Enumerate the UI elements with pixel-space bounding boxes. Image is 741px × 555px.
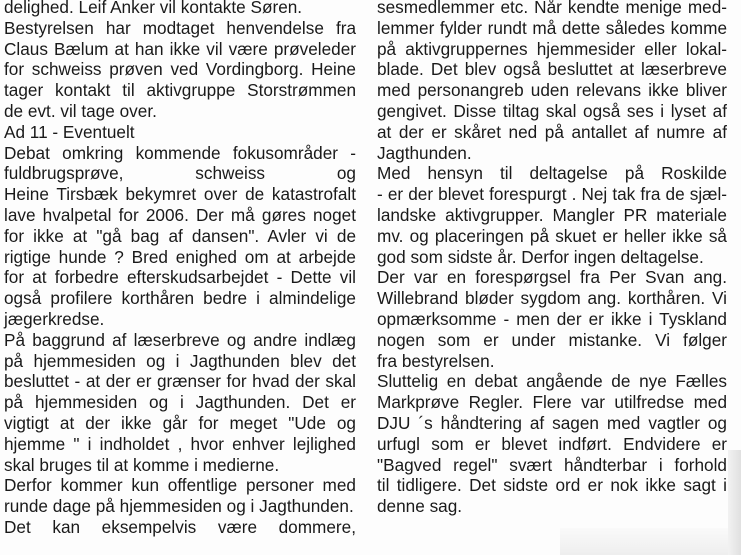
- text-line: landske aktivgrupper. Mangler PR materiale: [377, 204, 727, 225]
- text-line: Markprøve Regler. Flere var utilfredse med: [377, 392, 727, 413]
- text-line: runde dage på hjemmesiden og i Jagthunden.: [4, 496, 354, 517]
- text-line: lave hvalpetal for 2006. Der må gøres noget: [4, 204, 356, 225]
- text-line: nogen som er under mistanke. Vi følger: [377, 329, 727, 350]
- text-line: mv. og placeringen på skuet er heller ikke så: [377, 225, 727, 246]
- text-line: Bestyrelsen har modtaget henvendelse fra: [4, 17, 356, 38]
- text-line: for ikke at "gå bag af dansen". Avler vi de: [4, 225, 356, 246]
- text-line: Det kan eksempelvis være dommere,: [4, 516, 356, 537]
- text-line: Med hensyn til deltagelse på Roskilde: [377, 163, 727, 184]
- text-line: Willebrand bløder sygdom ang. korthåren. Vi: [377, 288, 727, 309]
- right-text-column: [377, 0, 727, 517]
- text-line: på aktivgruppernes hjemmesider eller lokal-: [377, 38, 727, 59]
- text-line: Claus Bælum at han ikke vil være prøveleder: [4, 38, 356, 59]
- text-line: fra bestyrelsen.: [377, 350, 495, 371]
- text-line: Jagthunden.: [377, 142, 472, 163]
- text-line: Ad 11 - Eventuelt: [4, 121, 135, 142]
- text-line: jægerkredse.: [4, 308, 105, 329]
- text-line: til tidligere. Det sidste ord er nok ikke sagt i: [377, 475, 727, 496]
- text-line: Sluttelig en debat angående de nye Fælles: [377, 371, 727, 392]
- text-line: tager kontakt til aktivgruppe Storstrømmen: [4, 80, 356, 101]
- page-edge-shadow: [728, 450, 741, 555]
- bleed-through-area: [560, 528, 728, 555]
- text-line: med personangreb uden relevans ikke bliver: [377, 80, 727, 101]
- text-line: "Bagved regel" svært håndterbar i forhold: [377, 454, 727, 475]
- text-line: at der er skåret ned på antallet af numre af: [377, 121, 727, 142]
- text-line: På baggrund af læserbreve og andre indlæg: [4, 329, 356, 350]
- text-line: for at forbedre efterskudsarbejdet - Dette vil: [4, 267, 356, 288]
- text-line: besluttet - at der er grænser for hvad der skal: [4, 371, 356, 392]
- text-line: Heine Tirsbæk bekymret over de katastrofalt: [4, 184, 356, 205]
- text-line: blade. Det blev også besluttet at læserbreve: [377, 59, 727, 80]
- text-line: også profilere korthåren bedre i almindelige: [4, 288, 356, 309]
- text-line: for schweiss prøven ved Vordingborg. Heine: [4, 59, 356, 80]
- text-line: lemmer fylder rundt må dette således komme: [377, 17, 727, 38]
- text-line: sesmedlemmer etc. Når kendte menige med-: [377, 0, 727, 17]
- text-line: vigtigt at der ikke går for meget "Ude og: [4, 412, 356, 433]
- text-line: rigtige hunde ? Bred enighed om at arbejde: [4, 246, 356, 267]
- text-line: på hjemmesiden og i Jagthunden blev det: [4, 350, 356, 371]
- text-line: god som sidste år. Derfor ingen deltagelse.: [377, 246, 704, 267]
- text-line: de evt. vil tage over.: [4, 100, 157, 121]
- left-text-column: [4, 0, 356, 538]
- text-line: denne sag.: [377, 496, 463, 517]
- text-line: DJU ´s håndtering af sagen med vagtler og: [377, 412, 727, 433]
- text-line: hjemme " i indholdet , hvor enhver lejlighed: [4, 433, 356, 454]
- text-line: - er der blevet forespurgt . Nej tak fra de sjæl-: [377, 184, 727, 205]
- text-line: urfugl som er blevet indført. Endvidere er: [377, 433, 727, 454]
- text-line: opmærksomme - men der er ikke i Tyskland: [377, 308, 727, 329]
- text-line: Derfor kommer kun offentlige personer med: [4, 475, 356, 496]
- text-line: skal bruges til at komme i medierne.: [4, 454, 280, 475]
- text-line: gengivet. Disse tiltag skal også ses i lyset af: [377, 100, 727, 121]
- text-line: Debat omkring kommende fokusområder -: [4, 142, 356, 163]
- text-line: delighed. Leif Anker vil kontakte Søren.: [4, 0, 303, 17]
- text-line: fuldbrugsprøve, schweiss og: [4, 163, 356, 184]
- text-line: på hjemmesiden og i Jagthunden. Det er: [4, 392, 356, 413]
- text-line: Der var en forespørgsel fra Per Svan ang.: [377, 267, 727, 288]
